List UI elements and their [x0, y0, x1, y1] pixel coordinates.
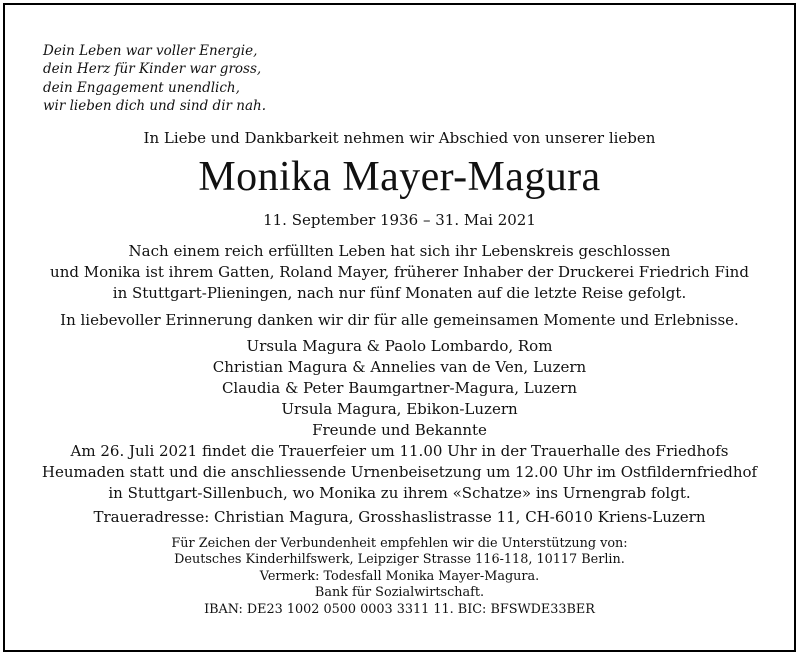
donation-line: Deutsches Kinderhilfswerk, Leipziger Strasse 116-118, 10117 Berlin. [174, 552, 625, 568]
paragraph-line: Heumaden statt und die anschliessende Urnenbeisetzung um 12.00 Uhr im Ostfildernfriedhof [41, 463, 758, 481]
mourners-list [5, 336, 794, 441]
donation-line: Für Zeichen der Verbundenheit empfehlen wir die Unterstützung von: [171, 536, 628, 551]
mourner-entry: Freunde und Bekannte [312, 421, 487, 439]
paragraph-thanks: In liebevoller Erinnerung danken wir dir für alle gemeinsamen Momente und Erlebnisse. [60, 311, 739, 329]
donation-info [5, 536, 794, 618]
mourner-entry: Christian Magura & Annelies van de Ven, Luzern [212, 358, 587, 376]
life-dates: 11. September 1936 – 31. Mai 2021 [263, 211, 536, 229]
mourner-entry: Ursula Magura & Paolo Lombardo, Rom [246, 337, 553, 355]
intro-text: In Liebe und Dankbarkeit nehmen wir Abschied von unserer lieben [143, 129, 656, 147]
mourner-entry: Claudia & Peter Baumgartner-Magura, Luzern [221, 379, 578, 397]
mourner-entry: Ursula Magura, Ebikon-Luzern [281, 400, 518, 418]
paragraph-line: und Monika ist ihrem Gatten, Roland Mayer, früherer Inhaber der Druckerei Friedrich Find [50, 263, 749, 281]
poem [43, 42, 266, 116]
poem-line: wir lieben dich und sind dir nah. [43, 98, 266, 115]
paragraph-line: in Stuttgart-Sillenbuch, wo Monika zu ihrem «Schatze» ins Urnengrab folgt. [108, 484, 691, 502]
poem-line: Dein Leben war voller Energie, [43, 43, 258, 59]
obituary-notice [3, 3, 796, 652]
paragraph-line: Am 26. Juli 2021 findet die Trauerfeier um 11.00 Uhr in der Trauerhalle des Friedhofs [70, 442, 729, 460]
donation-line: Bank für Sozialwirtschaft. [314, 585, 485, 601]
poem-line: dein Engagement unendlich, [43, 79, 240, 96]
paragraph-ceremony [5, 441, 794, 504]
mourning-address: Traueradresse: Christian Magura, Grosshaslistrasse 11, CH-6010 Kriens-Luzern [93, 508, 706, 526]
donation-line: IBAN: DE23 1002 0500 0003 3311 11. BIC: BFSWDE33BER [204, 601, 595, 617]
deceased-name: Monika Mayer-Magura [198, 154, 601, 200]
paragraph-life [5, 241, 794, 304]
poem-line: dein Herz für Kinder war gross, [43, 61, 262, 78]
paragraph-line: Nach einem reich erfüllten Leben hat sich ihr Lebenskreis geschlossen [128, 242, 671, 260]
paragraph-line: in Stuttgart-Plieningen, nach nur fünf Monaten auf die letzte Reise gefolgt. [112, 284, 687, 302]
donation-line: Vermerk: Todesfall Monika Mayer-Magura. [259, 568, 540, 584]
